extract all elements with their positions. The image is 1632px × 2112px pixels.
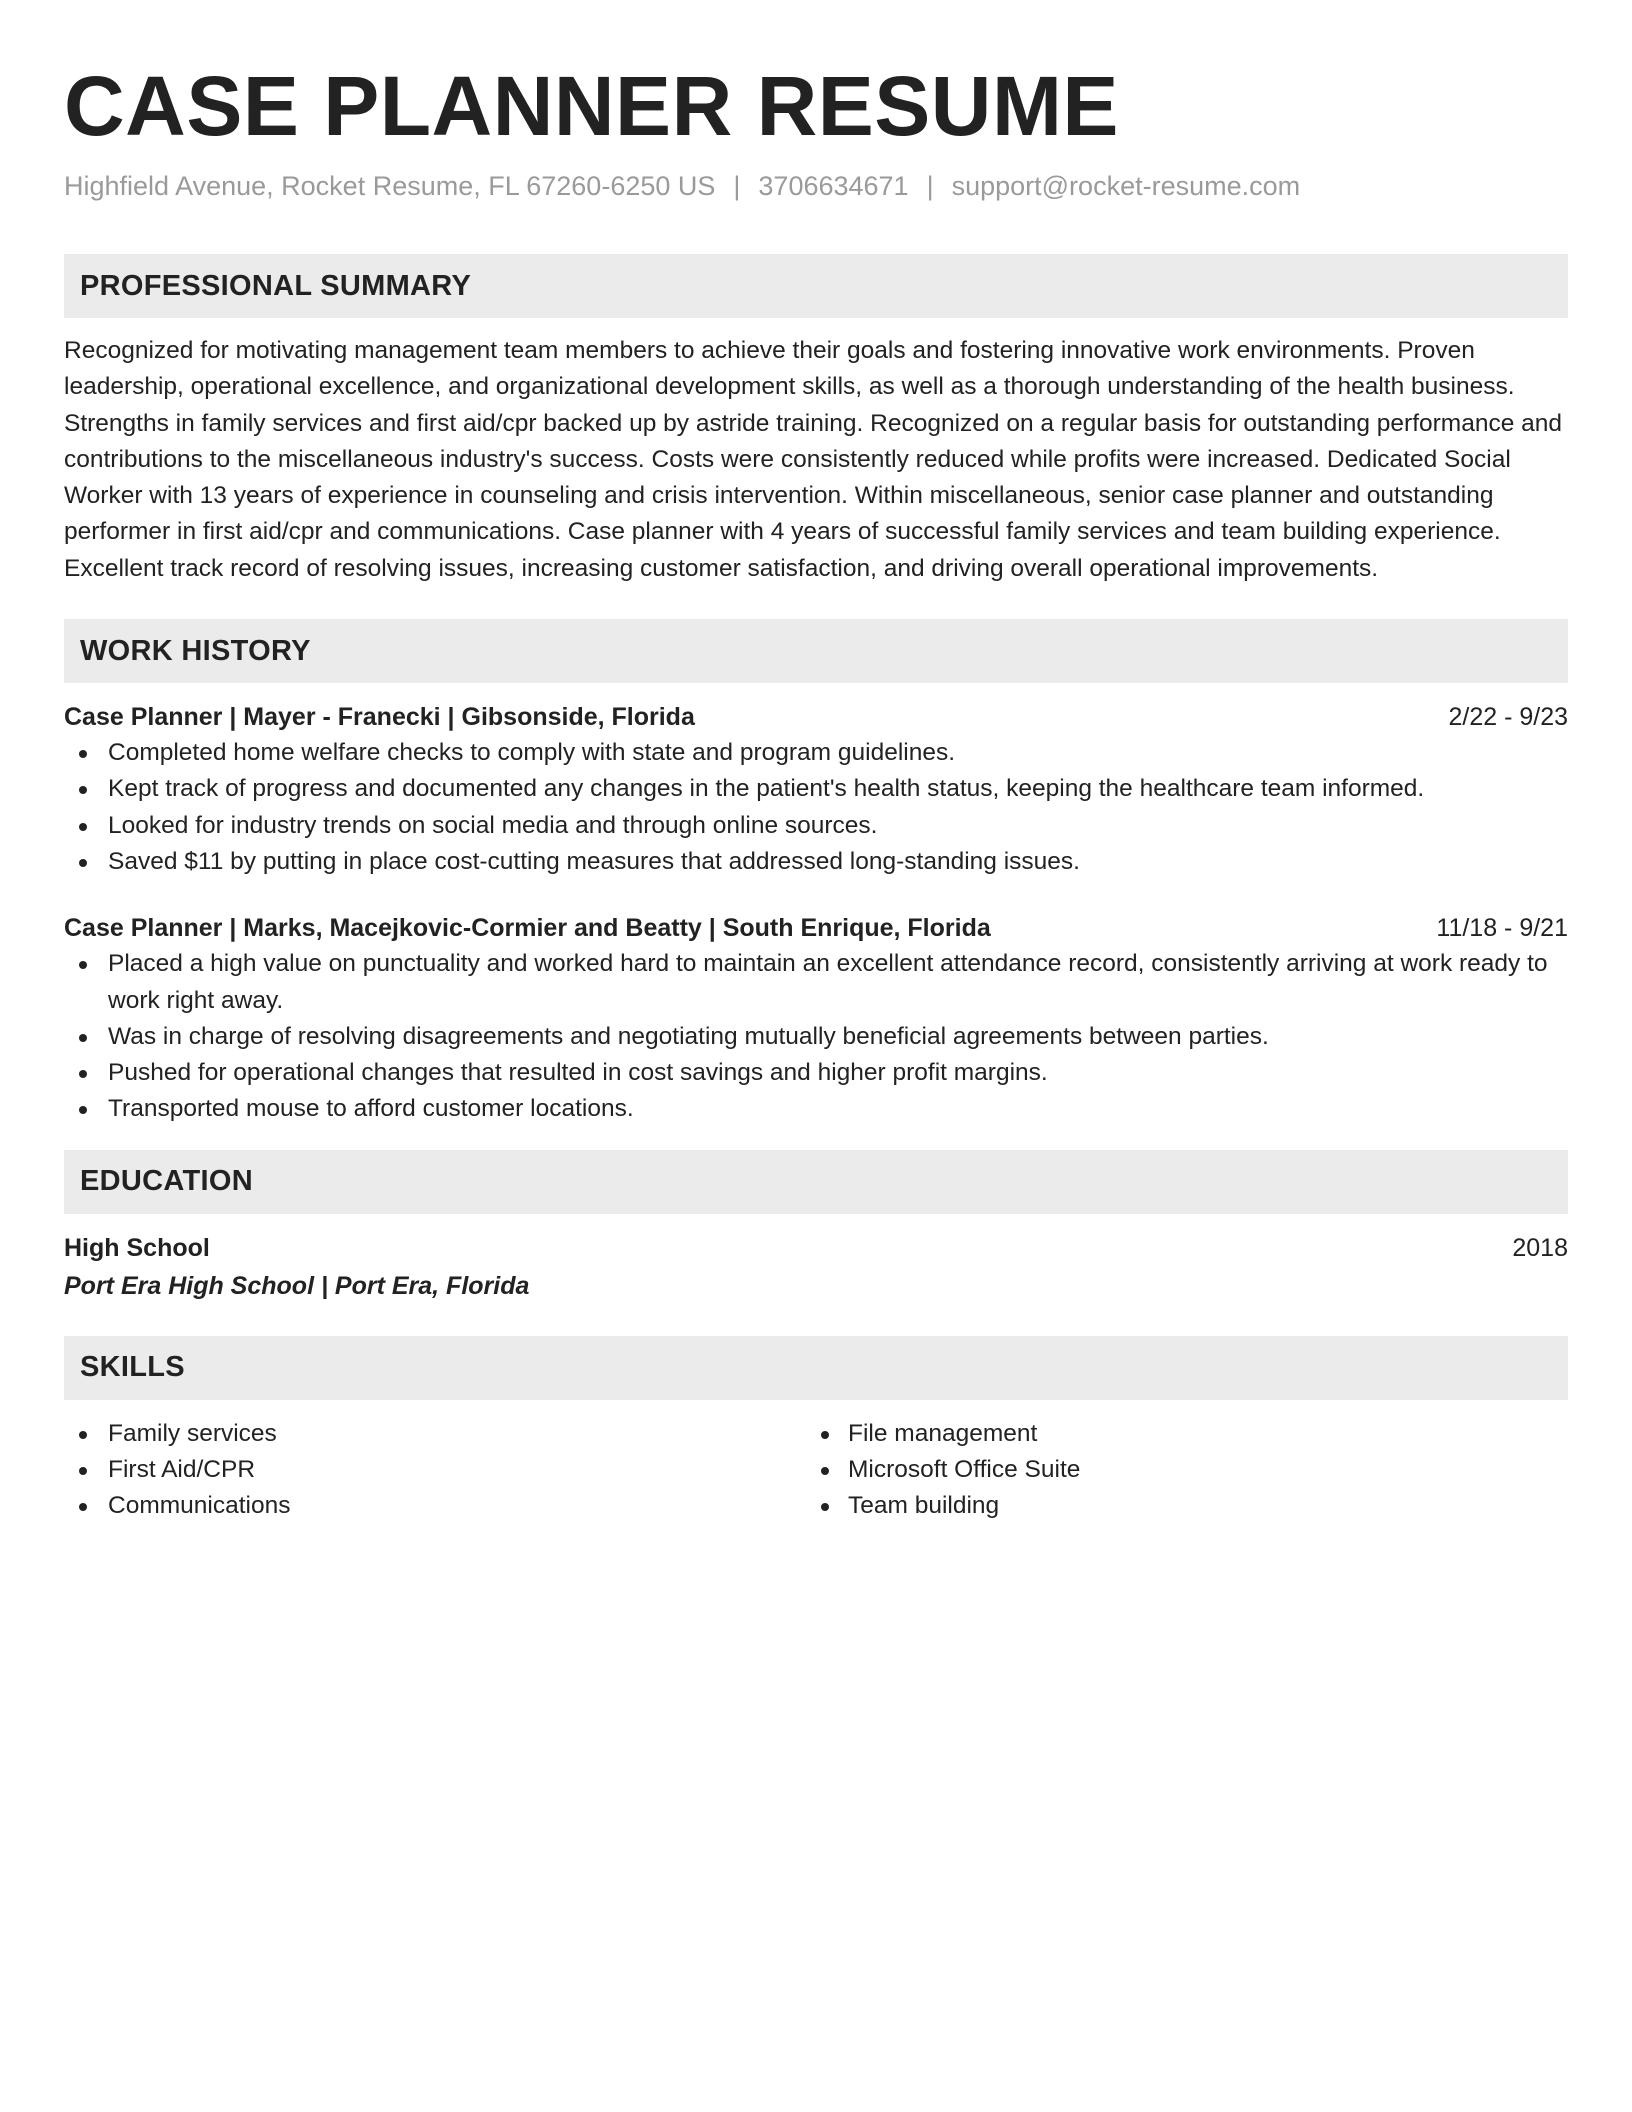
job-bullet-text: Transported mouse to afford customer locations.: [108, 1095, 634, 1123]
job-bullet: [64, 946, 1568, 1019]
section-heading-summary: PROFESSIONAL SUMMARY: [64, 254, 1568, 318]
skill-item: [816, 1488, 1568, 1524]
job-bullet-list: [64, 946, 1568, 1127]
resume-page: [64, 0, 1568, 1525]
job-bullet-text: Saved $11 by putting in place cost-cutting measures that addressed long-standing issues.: [108, 847, 1080, 875]
job-bullet: [64, 1091, 1568, 1127]
contact-email: support@rocket-resume.com: [951, 171, 1301, 201]
skill-text: Family services: [108, 1419, 277, 1447]
section-heading-skills: SKILLS: [64, 1336, 1568, 1400]
section-heading-work-history: WORK HISTORY: [64, 619, 1568, 683]
bullet-dot-icon: [79, 1106, 87, 1114]
bullet-dot-icon: [79, 1070, 87, 1078]
skills-list: [64, 1416, 816, 1525]
bullet-dot-icon: [79, 750, 87, 758]
job-bullet: [64, 771, 1568, 807]
bullet-dot-icon: [79, 961, 87, 969]
job-bullet-text: Looked for industry trends on social media and through online sources.: [108, 811, 878, 839]
job-bullet: [64, 808, 1568, 844]
bullet-dot-icon: [821, 1467, 829, 1475]
job-bullet-text: Pushed for operational changes that resulted in cost savings and higher profit margins.: [108, 1059, 1048, 1087]
education-degree: High School: [64, 1233, 210, 1262]
job-header: [64, 699, 1568, 735]
bullet-dot-icon: [79, 859, 87, 867]
skills-list: [816, 1416, 1568, 1525]
job-bullet-text: Completed home welfare checks to comply with state and program guidelines.: [108, 739, 956, 767]
skill-item: [64, 1452, 816, 1488]
job-title: Case Planner | Mayer - Franecki | Gibsonside, Florida: [64, 703, 695, 732]
job-header: [64, 910, 1568, 946]
education-header: [64, 1230, 1568, 1266]
contact-separator: |: [733, 171, 741, 201]
education-school: Port Era High School | Port Era, Florida: [64, 1271, 530, 1300]
skill-text: Microsoft Office Suite: [848, 1456, 1081, 1484]
bullet-dot-icon: [79, 1034, 87, 1042]
contact-separator: |: [926, 171, 934, 201]
skill-text: First Aid/CPR: [108, 1456, 256, 1484]
skill-item: [816, 1452, 1568, 1488]
skill-text: Team building: [848, 1492, 1000, 1520]
job-dates: 11/18 - 9/21: [1436, 914, 1568, 943]
bullet-dot-icon: [79, 1467, 87, 1475]
contact-line: [64, 168, 1568, 204]
job-bullet-text: Kept track of progress and documented any changes in the patient's health status, keeping the healthcare team informed.: [108, 775, 1425, 803]
job-bullet-list: [64, 735, 1568, 880]
job-bullet-text: Placed a high value on punctuality and worked hard to maintain an excellent attendance record, consistently arriving at work ready to work right away.: [108, 950, 1548, 1014]
skill-item: [64, 1488, 816, 1524]
job-bullet-text: Was in charge of resolving disagreements and negotiating mutually beneficial agreements between parties.: [108, 1022, 1269, 1050]
skills-column-right: [816, 1416, 1568, 1525]
summary-text: Recognized for motivating management team members to achieve their goals and fostering innovative work environments. Proven leadership, operational excellence, and organizational development skills, as well as a thorough understanding of the health business. Strengths in family services and first aid/cpr backed up by astride training. Recognized on a regular basis for outstanding performance and contributions to the miscellaneous industry's success. Costs were consistently reduced while profits were increased. Dedicated Social Worker with 13 years of experience in counseling and crisis intervention. Within miscellaneous, senior case planner and outstanding performer in first aid/cpr and communications. Case planner with 4 years of successful family services and team building experience. Excellent track record of resolving issues, increasing customer satisfaction, and driving overall operational improvements.: [64, 337, 1563, 582]
contact-phone: 3706634671: [758, 171, 909, 201]
bullet-dot-icon: [79, 786, 87, 794]
bullet-dot-icon: [79, 1431, 87, 1439]
education-year: 2018: [1512, 1233, 1568, 1262]
contact-address: Highfield Avenue, Rocket Resume, FL 67260-6250 US: [64, 171, 716, 201]
skill-text: File management: [848, 1419, 1038, 1447]
skill-item: [816, 1416, 1568, 1452]
bullet-dot-icon: [821, 1503, 829, 1511]
job-dates: 2/22 - 9/23: [1448, 703, 1568, 732]
skills-columns: [64, 1416, 1568, 1525]
bullet-dot-icon: [821, 1431, 829, 1439]
resume-title: CASE PLANNER RESUME: [64, 59, 1119, 153]
job-bullet: [64, 735, 1568, 771]
job-bullet: [64, 1055, 1568, 1091]
bullet-dot-icon: [79, 823, 87, 831]
skill-item: [64, 1416, 816, 1452]
skill-text: Communications: [108, 1492, 291, 1520]
job-bullet: [64, 844, 1568, 880]
section-heading-education: EDUCATION: [64, 1150, 1568, 1214]
job-title: Case Planner | Marks, Macejkovic-Cormier and Beatty | South Enrique, Florida: [64, 914, 991, 943]
bullet-dot-icon: [79, 1503, 87, 1511]
job-bullet: [64, 1019, 1568, 1055]
skills-column-left: [64, 1416, 816, 1525]
